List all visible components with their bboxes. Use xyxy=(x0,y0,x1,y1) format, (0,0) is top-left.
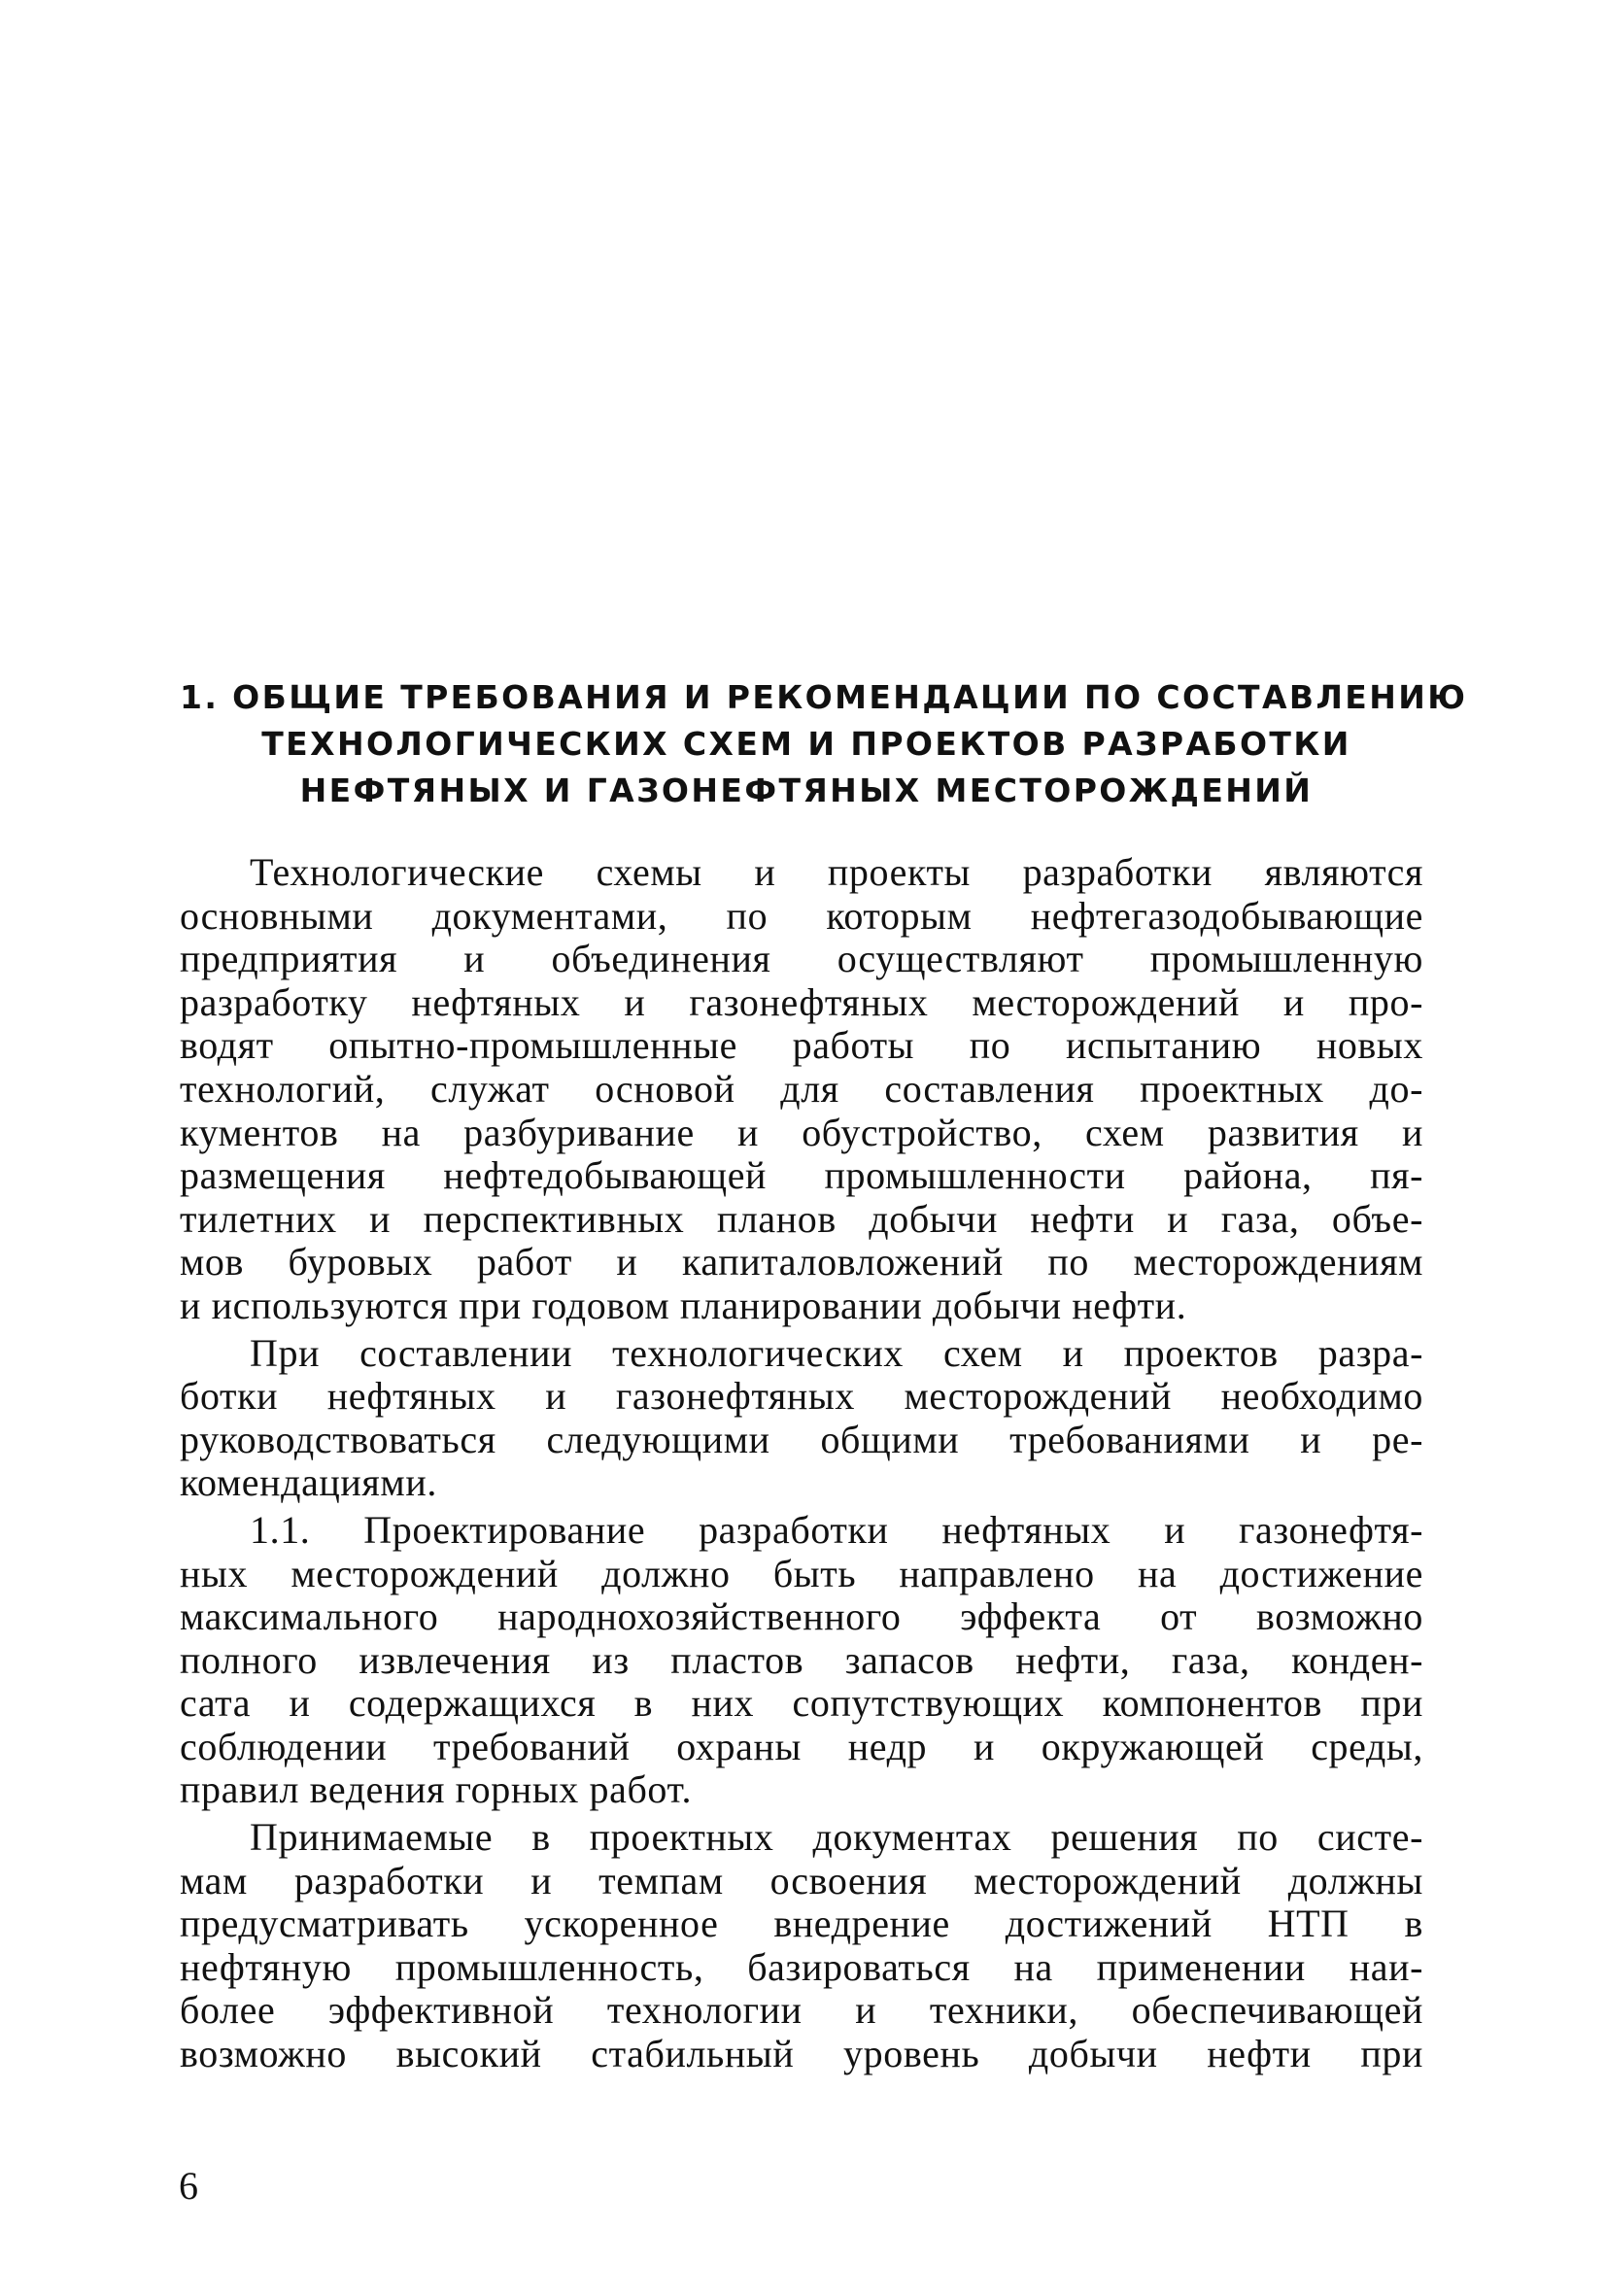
paragraph-2 xyxy=(180,1332,1423,1505)
text-line: ных месторождений должно быть направлено на достижение xyxy=(180,1551,1423,1595)
text-line: правил ведения горных работ. xyxy=(180,1767,693,1812)
text-line: разработку нефтяных и газонефтяных месторождений и про- xyxy=(180,979,1423,1024)
text-line: При составлении технологических схем и проектов разра- xyxy=(250,1330,1423,1375)
body-text xyxy=(180,851,1423,2076)
heading-line: ТЕХНОЛОГИЧЕСКИХ СХЕМ И ПРОЕКТОВ РАЗРАБОТКИ xyxy=(261,725,1351,763)
text-line: мов буровых работ и капиталовложений по месторождениям xyxy=(180,1240,1423,1285)
text-line: предприятия и объединения осуществляют промышленную xyxy=(180,937,1423,981)
text-line: ботки нефтяных и газонефтяных месторождений необходимо xyxy=(180,1374,1423,1419)
paragraph-1 xyxy=(180,851,1423,1328)
section-heading xyxy=(180,674,1468,814)
page-number: 6 xyxy=(179,2164,198,2208)
text-line: технологий, служат основой для составления проектных до- xyxy=(180,1066,1423,1111)
text-line: водят опытно-промышленные работы по испытанию новых xyxy=(180,1023,1423,1068)
text-line: кументов на разбуривание и обустройство, схем развития и xyxy=(180,1110,1423,1154)
text-line: тилетних и перспективных планов добычи нефти и газа, объе- xyxy=(180,1196,1423,1241)
text-line: основными документами, по которым нефтегазодобывающие xyxy=(180,893,1423,938)
text-line: комендациями. xyxy=(180,1460,437,1505)
text-line: нефтяную промышленность, базироваться на применении наи- xyxy=(180,1944,1423,1989)
text-line: возможно высокий стабильный уровень добычи нефти при xyxy=(180,2032,1423,2076)
text-line: Технологические схемы и проекты разработки являются xyxy=(250,850,1423,894)
heading-line: 1. ОБЩИЕ ТРЕБОВАНИЯ И РЕКОМЕНДАЦИИ ПО СОСТАВЛЕНИЮ xyxy=(180,678,1468,716)
text-line: мам разработки и темпам освоения месторождений должны xyxy=(180,1858,1423,1902)
text-line: и используются при годовом планировании добычи нефти. xyxy=(180,1283,1187,1327)
text-line: соблюдении требований охраны недр и окружающей среды, xyxy=(180,1724,1423,1768)
heading-line: НЕФТЯНЫХ И ГАЗОНЕФТЯНЫХ МЕСТОРОЖДЕНИЙ xyxy=(299,771,1314,809)
text-line: руководствоваться следующими общими требованиями и ре- xyxy=(180,1417,1423,1461)
text-line: сата и содержащихся в них сопутствующих компонентов при xyxy=(180,1681,1423,1726)
text-line: размещения нефтедобывающей промышленности района, пя- xyxy=(180,1153,1423,1198)
text-line: 1.1. Проектирование разработки нефтяных и газонефтя- xyxy=(250,1507,1423,1552)
paragraph-4 xyxy=(180,1816,1423,2076)
text-line: максимального народнохозяйственного эффекта от возможно xyxy=(180,1594,1423,1639)
text-line: полного извлечения из пластов запасов нефти, газа, конден- xyxy=(180,1637,1423,1682)
text-line: более эффективной технологии и техники, обеспечивающей xyxy=(180,1988,1423,2033)
text-line: предусматривать ускоренное внедрение достижений НТП в xyxy=(180,1902,1423,1946)
paragraph-3 xyxy=(180,1509,1423,1812)
text-line: Принимаемые в проектных документах решения по систе- xyxy=(250,1815,1423,1860)
